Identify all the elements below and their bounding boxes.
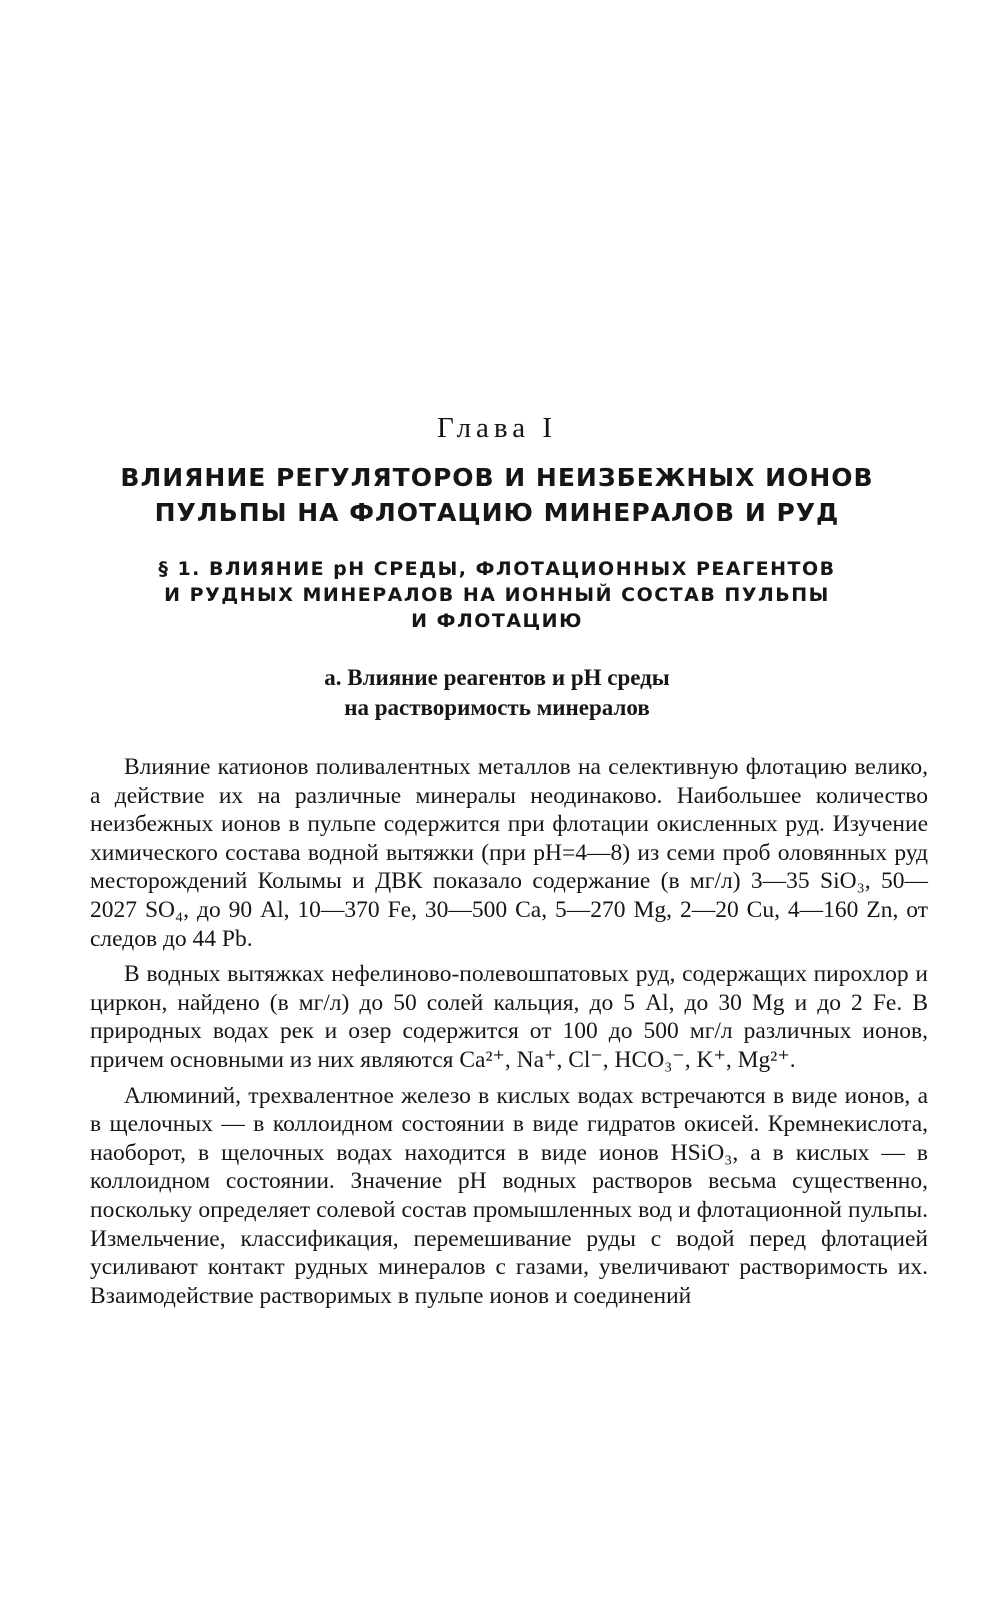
chapter-label: Глава I xyxy=(436,412,558,444)
section-title-line-2: И РУДНЫХ МИНЕРАЛОВ НА ИОННЫЙ СОСТАВ ПУЛЬПЫ xyxy=(164,584,830,606)
paragraph: Влияние катионов поливалентных металлов на селективную флотацию велико, а действие их на различные минералы неодинаково. Наибольшее количество неизбежных ионов в пульпе содержится при флотации окисленных руд. Изучение химического состава водной вытяжки (при pH=4—8) из семи проб оловянных руд месторождений Колымы и ДВК показало содержание (в мг/л) 3—35 SiO₃, 50—2027 SO₄, до 90 Al, 10—370 Fe, 30—500 Ca, 5—270 Mg, 2—20 Cu, 4—160 Zn, от следов до 44 Pb. xyxy=(90,754,928,952)
chapter-title xyxy=(0,460,994,530)
subsection-title-line-1: а. Влияние реагентов и pH среды xyxy=(324,665,670,690)
body-text xyxy=(90,753,928,1317)
section-title-line-1: § 1. ВЛИЯНИЕ pH СРЕДЫ, ФЛОТАЦИОННЫХ РЕАГЕНТОВ xyxy=(158,558,836,580)
subsection-title xyxy=(0,663,994,723)
section-title xyxy=(0,556,994,634)
paragraph: В водных вытяжках нефелиново-полевошпатовых руд, содержащих пирохлор и циркон, найдено (в мг/л) до 50 солей кальция, до 5 Al, до 30 Mg и до 2 Fe. В природных водах рек и озер содержится от 100 до 500 мг/л различных ионов, причем основными из них являются Ca²⁺, Na⁺, Cl⁻, HCO₃⁻, K⁺, Mg²⁺. xyxy=(90,961,928,1073)
chapter-title-line-1: ВЛИЯНИЕ РЕГУЛЯТОРОВ И НЕИЗБЕЖНЫХ ИОНОВ xyxy=(120,463,874,492)
subsection-title-line-2: на растворимость минералов xyxy=(344,695,650,720)
section-title-line-3: И ФЛОТАЦИЮ xyxy=(411,610,583,632)
paragraph: Алюминий, трехвалентное железо в кислых водах встречаются в виде ионов, а в щелочных — в коллоидном состоянии в виде гидратов окисей. Кремнекислота, наоборот, в щелочных водах находится в виде ионов HSiO₃, а в кислых — в коллоидном состоянии. Значение pH водных растворов весьма существенно, поскольку определяет солевой состав промышленных вод и флотационной пульпы. Измельчение, классификация, перемешивание руды с водой перед флотацией усиливают контакт рудных минералов с газами, увеличивают растворимость их. Взаимодействие растворимых в пульпе ионов и соединений xyxy=(90,1082,928,1309)
chapter-title-line-2: ПУЛЬПЫ НА ФЛОТАЦИЮ МИНЕРАЛОВ И РУД xyxy=(154,498,840,527)
